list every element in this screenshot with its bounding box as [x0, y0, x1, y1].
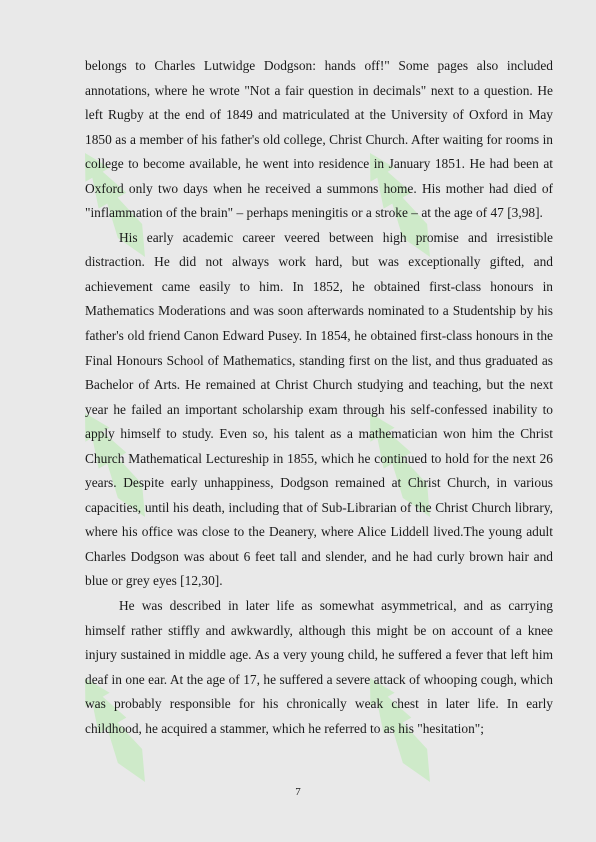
page-number: 7	[295, 786, 301, 798]
paragraph: He was described in later life as somewhat asymmetrical, and as carrying himself rather stiffly and awkwardly, although this might be on account of a knee injury sustained in middle age. As a very young child, he suffered a fever that left him deaf in one ear. At the age of 17, he suffered a severe attack of whooping cough, which was probably responsible for his chronically weak chest in later life. In early childhood, he acquired a stammer, which he referred to as his "hesitation";	[85, 598, 553, 736]
paragraph: belongs to Charles Lutwidge Dodgson: hands off!" Some pages also included annotations, where he wrote "Not a fair question in decimals" next to a question. He left Rugby at the end of 1849 and matriculated at the University of Oxford in May 1850 as a member of his father's old college, Christ Church. After waiting for rooms in college to become available, he went into residence in January 1851. He had been at Oxford only two days when he received a summons home. His mother had died of "inflammation of the brain" – perhaps meningitis or a stroke – at the age of 47 [3,98].	[85, 58, 553, 221]
paragraph: His early academic career veered between high promise and irresistible distraction. He did not always work hard, but was exceptionally gifted, and achievement came easily to him. In 1852, he obtained first-class honours in Mathematics Moderations and was soon afterwards nominated to a Studentship by his father's old friend Canon Edward Pusey. In 1854, he obtained first-class honours in the Final Honours School of Mathematics, standing first on the list, and thus graduated as Bachelor of Arts. He remained at Christ Church studying and teaching, but the next year he failed an important scholarship exam through his self-confessed inability to apply himself to study. Even so, his talent as a mathematician won him the Christ Church Mathematical Lectureship in 1855, which he continued to hold for the next 26 years. Despite early unhappiness, Dodgson remained at Christ Church, in various capacities, until his death, including that of Sub-Librarian of the Christ Church library, where his office was close to the Deanery, where Alice Liddell lived.The young adult Charles Dodgson was about 6 feet tall and slender, and he had curly brown hair and blue or grey eyes [12,30].	[85, 229, 553, 589]
document-body	[85, 54, 553, 741]
